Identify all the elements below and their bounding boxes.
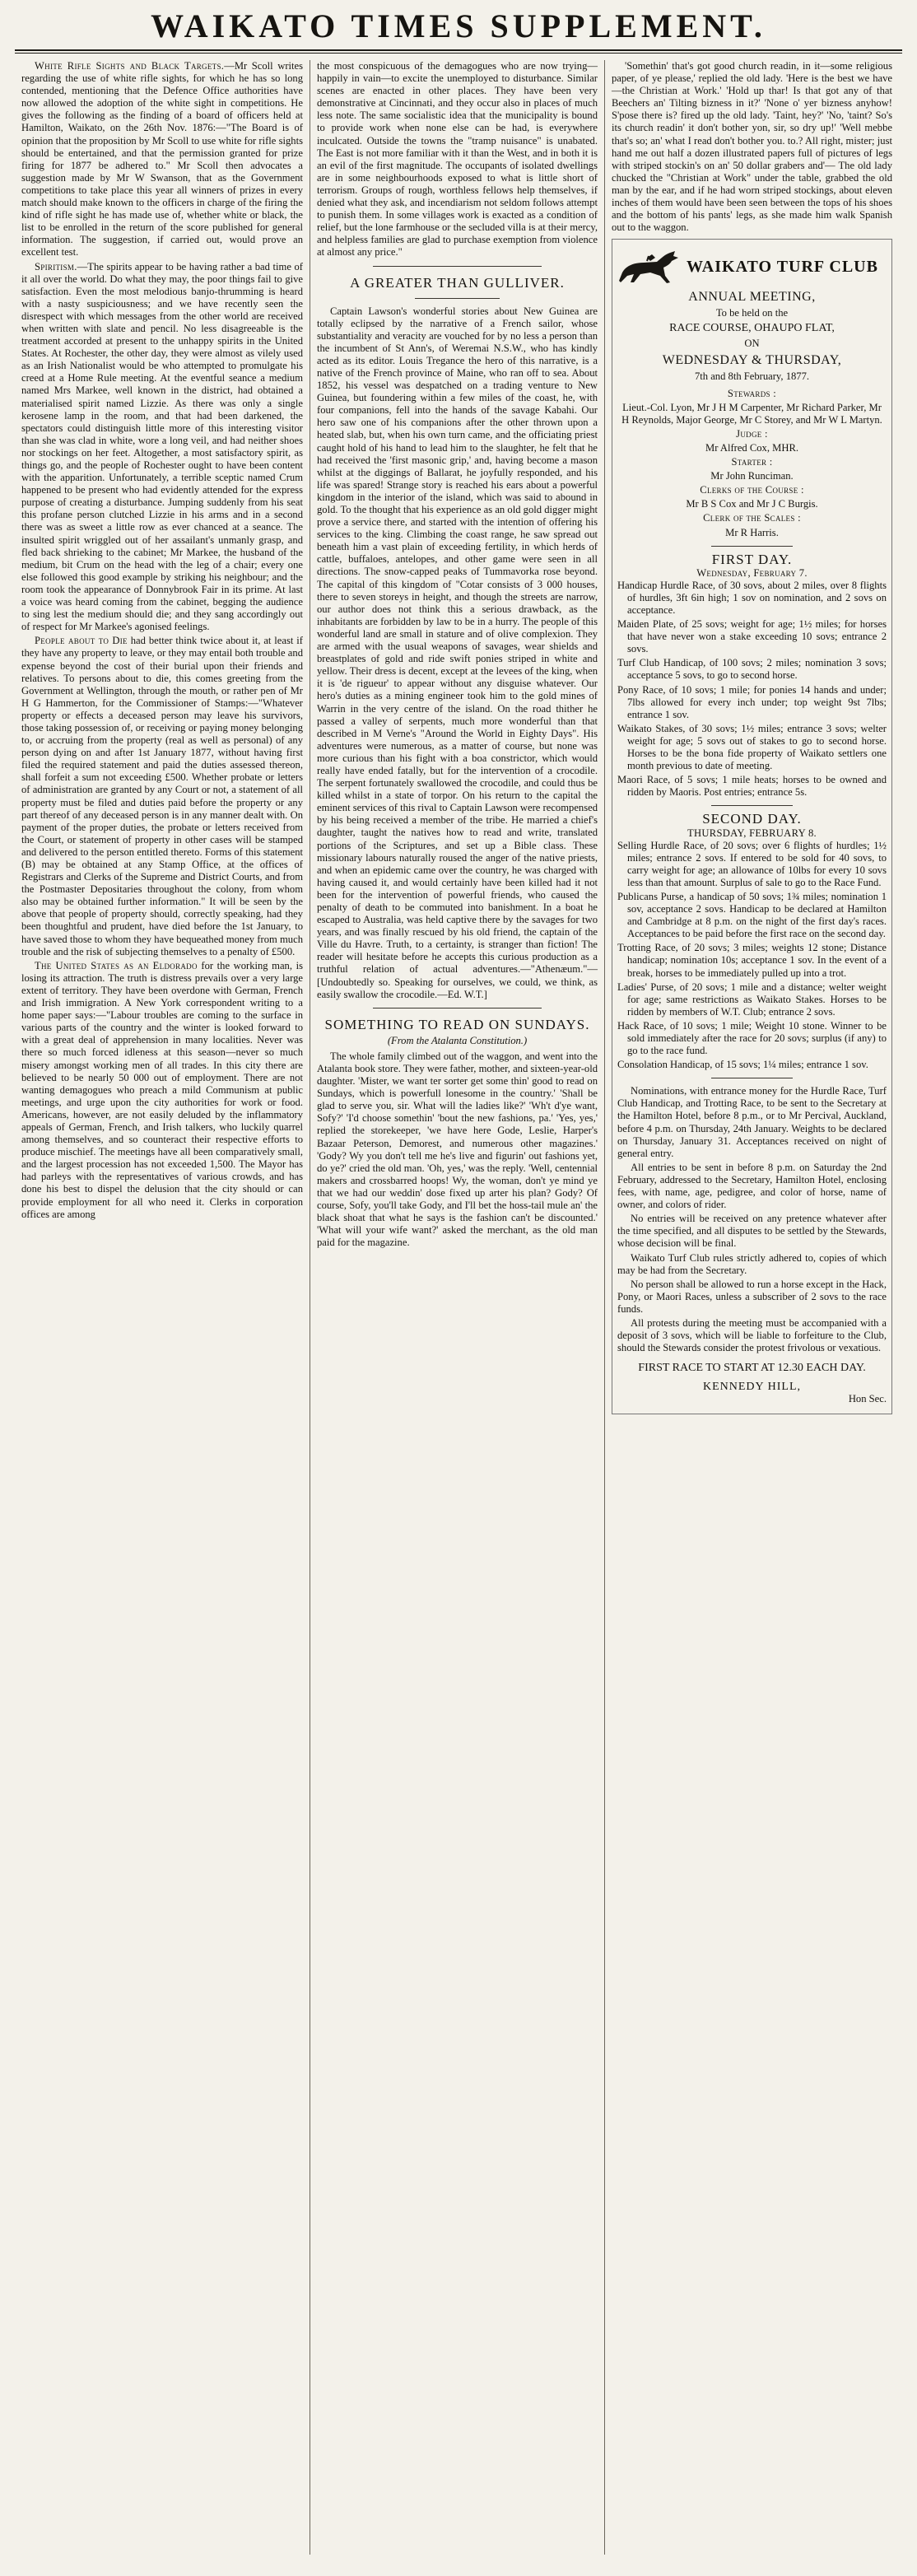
rule-paragraph: Nominations, with entrance money for the Hurdle Race, Turf Club Handicap, and Trotting Race, to be sent to the Secretary at the Hamilton Hotel, before 8 p.m., or to Mr Percival, Auckland, before 4 p.m. on Thursday, 24th January. Weights to be declared on Thursday, January 31. Acceptances received on night of general entry. <box>617 1085 887 1159</box>
first-day-date: Wednesday, February 7. <box>696 566 808 579</box>
article-spiritism <box>21 261 303 634</box>
rule-paragraph: All protests during the meeting must be accompanied with a deposit of 3 sovs, which will be liable to forfeiture to the Club, should the Stewards consider the protest frivolous or vexatious. <box>617 1316 887 1354</box>
starter-label: Starter : <box>731 456 773 468</box>
column-1 <box>15 60 310 2555</box>
signature-block <box>617 1381 887 1405</box>
masthead-rule-thin <box>15 53 902 54</box>
secretary-name: KENNEDY HILL, <box>702 1381 801 1394</box>
meeting-days: WEDNESDAY & THURSDAY, <box>662 352 842 367</box>
second-day-events <box>617 840 887 1072</box>
stewards: Lieut.-Col. Lyon, Mr J H M Carpenter, Mr Richard Parker, Mr H Reynolds, Major George, Mr C Storey, and Mr W L Martyn. <box>621 401 882 426</box>
race-event: Turf Club Handicap, of 100 sovs; 2 miles; nomination 3 sovs; acceptance 5 sovs, to go to second horse. <box>617 657 887 682</box>
heading-rule <box>415 298 499 299</box>
race-event: Publicans Purse, a handicap of 50 sovs; 1¾ miles; nomination 1 sov, acceptance 2 sovs. Handicap to be declared at Hamilton and Cambridge at 8 p.m. on the night of the first day's races. Acceptances to be paid before the first race on the second day. <box>617 890 887 940</box>
heading-gulliver: A GREATER THAN GULLIVER. <box>350 274 565 291</box>
article-sundays: The whole family climbed out of the waggon, and went into the Atalanta book store. They were father, mother, and sixteen-year-old daughter. 'Mister, we want ter sorter get some thin' good to read on Sundays, which is powerfull lonesome in the country.' 'Shall be glad to serve you, sir. What will the ladies like?' 'Wh't d'ye want, Sofy?' 'I'd choose somethin' 'bout the new fashions, pa.' 'Yes, yes,' replied the storekeeper, 'we have here Gode, Leslie, Harper's Bazaar Peterson, Demorest, and numerous other magazines.' 'Gody? Wy you don't tell me he's live and figurin' out fashions yet, do ye?' cried the old man. 'Oh, yes,' was the reply. 'Well, centennial makers and crossbarred hoops! Wy, the woman, don't ye mind ye that we had our weddin' dose fixed up arter his plan? Gody? Of course, Sofy, you'll take Gody, and I'll bet the hoss-tail mule an' the black shoat that what he says is the fashion can't be discounted.' 'What will your wife want?' asked the merchant, as the old man paid for the magazine. <box>317 1050 598 1249</box>
on-line: ON <box>744 338 760 350</box>
turf-club-name: WAIKATO TURF CLUB <box>687 258 878 277</box>
section-rule <box>711 546 792 547</box>
second-day-heading: SECOND DAY. <box>702 811 802 827</box>
article-white-rifle-sights <box>21 60 303 259</box>
article-separator <box>373 1008 542 1009</box>
article-source: (From the Atalanta Constitution.) <box>387 1034 528 1046</box>
held-line: To be held on the <box>715 307 789 319</box>
article-title: Spiritism. <box>35 260 77 273</box>
clerks-label: Clerks of the Course : <box>700 484 804 496</box>
rule-paragraph: No person shall be allowed to run a horse except in the Hack, Pony, or Maori Races, unless a subscriber of 2 sovs to the race funds. <box>617 1278 887 1315</box>
race-event: Waikato Stakes, of 30 sovs; 1½ miles; entrance 3 sovs; welter weight for age; 5 sovs out of stakes to go to second horse. Horses to be the bona fide property of Waikato settlers one month previous to date of meeting. <box>617 722 887 772</box>
article-body: —Mr Scoll writes regarding the use of white rifle sights, for which he has so long contended, mentioning that the Defence Office authorities have now allowed the adoption of the white sight in competitions. He gives the following as the finding of a board of officers held at Hamilton, Waikato, on the 26th Nov. 1876:—"The Board is of opinion that the proposition by Mr Scoll to use white for rifle sights should be entertained, and that the permission granted for prize firing for 1877 be adhered to." Mr Scoll then advocates a suggestion made by Mr W Swanson, that as the Government competitions to take place this year all winners of prizes in every match should make known to the officers in charge of the firing the kind of rifle sight he has made use of, whether white or black, the list to be enrolled in the return of the score published for general information. The suggestion, if carried out, would prove an excellent test. <box>21 60 303 259</box>
secretary-title: Hon Sec. <box>848 1393 887 1405</box>
race-event: Handicap Hurdle Race, of 30 sovs, about 2 miles, over 8 flights of hurdles, 3ft 6in high; 1 sov on nomination, and 2 sovs on acceptance. <box>617 579 887 616</box>
article-body: —The spirits appear to be having rather a bad time of it all over the world. Do what they may, the poor things fail to give satisfaction. Even the most melodious banjo-thrumming is heard with a nasty suspiciousness; and we have recently seen the disrespect with which messages from the other world are received when written with slate and pencil. No less disagreeable is the treatment accorded at present to the unhappy spirits in the United States. At Rochester, the other day, they were almost as vilely used as an Irish Nationalist would be who attempted to promulgate his creed at a Home Rule meeting. At the eventful seance a medium named Mrs Markee, well known in the district, had obtained a materialised spirit named Lizzie. As there was only a single kerosene lamp in the room, and that had been darkened, the spectators could distinguish little more of this interesting visitor than she was clad in white, wore a long veil, and had neither shoes nor stockings on her feet. Altogether, a most satisfactory spirit, as things go, and the people of Rochester ought to have been content with the apparition. Unfortunately, a terrible sceptic named Crum happened to be present who had evidently attended for the express purpose of creating a disturbance. Jumping suddenly from his seat this profane person clutched Lizzie in his arms and in a second there was as sweet a little row as ever chanced at a seance. The insulted spirit wriggled out of her assailant's unmanly grasp, and fled back shrieking to the cabinet; Mr Markee, the husband of the medium, bit Crum on the head with the leg of a chair; every one else followed this good example by striking his neighbour; and the room took the appearance of Donnybrook Fair in its prime. At last a voice was heard coming from the cabinet, begging the audience to sing lest the medium should die; and they sang accordingly out of respect for Mr Markee's agonised feelings. <box>21 260 303 633</box>
race-event: Maori Race, of 5 sovs; 1 mile heats; horses to be owned and ridden by Maoris. Post entries; entrance 5s. <box>617 774 887 799</box>
article-title: People about to Die <box>35 635 128 647</box>
first-day-events <box>617 580 887 799</box>
stewards-label: Stewards : <box>727 387 777 399</box>
heading-sundays: SOMETHING TO READ ON SUNDAYS. <box>324 1016 590 1032</box>
rule-paragraph: Waikato Turf Club rules strictly adhered to, copies of which may be had from the Secretary. <box>617 1251 887 1276</box>
column-2 <box>310 60 604 2555</box>
article-title: The United States as an Eldorado <box>35 959 198 971</box>
turf-club-advertisement <box>612 239 892 1414</box>
article-united-states <box>21 960 303 1221</box>
clerks: Mr B S Cox and Mr J C Burgis. <box>686 498 818 510</box>
judge: Mr Alfred Cox, MHR. <box>705 441 798 454</box>
meeting-dates: 7th and 8th February, 1877. <box>694 370 810 382</box>
masthead-rule <box>15 49 902 51</box>
article-united-states-continued: the most conspicuous of the demagogues who are now trying—happily in vain—to excite the unemployed to disturbance. Similar scenes are enacted in other places. They have been very demonstrative at Cincinnati, and they occur also in places of much less note. The same socialistic idea that the municipality is bound to provide work when none else can be had, is everywhere inculcated. Outside the towns the "tramp nuisance" is unabated. The East is not more familiar with it than the West, and in both it is an evil of the first magnitude. The occupants of isolated dwellings are in some neighbourhoods exposed to what is little short of terrorism. Groups of rough, worthless fellows help themselves, if denied what they ask, and incendiarism not seldom follows attempt to punish them. In some villages work is exacted as a condition of relief, but the lone farmhouse or the secluded villa is at their mercy, and helpless families are glad to purchase exemption from violence at almost any price." <box>317 60 598 259</box>
starter: Mr John Runciman. <box>710 470 794 482</box>
annual-meeting: ANNUAL MEETING, <box>688 290 816 305</box>
column-3 <box>604 60 899 2555</box>
race-event: Selling Hurdle Race, of 20 sovs; over 6 flights of hurdles; 1½ miles; entrance 2 sovs. If entered to be sold for 40 sovs, to carry weight for age; an allowance of 10lbs for every 10 sovs less than that amount. Surplus of sale to go to the Race Fund. <box>617 839 887 888</box>
race-event: Trotting Race, of 20 sovs; 3 miles; weights 12 stone; Distance handicap; nomination 10s; acceptance 1 sov. In the event of a break, horses to be immediately pulled up into a trot. <box>617 942 887 979</box>
race-event: Pony Race, of 10 sovs; 1 mile; for ponies 14 hands and under; 7lbs allowed for every inch under; top weight 9st 7lbs; entrance 1 sov. <box>617 683 887 720</box>
article-body: for the working man, is losing its attraction. The truth is distress prevails over a very large extent of territory. They have been overdone with German, French and Irish immigration. A New York correspondent writing to a home paper says:—"Labour troubles are coming to the surface in various parts of the country and the winter is looked forward to with a great deal of apprehension in many localities. Never was there so much forced idleness at this season—never so much misery amongst working men of all trades. In this city there are believed to be nearly 50 000 out of employment. There are not wanting demagogues who preach a mild Communism at public meetings, and urge upon the city authorities for work or food. Americans, however, are not easily deluded by the inflammatory appeals of German, French, and Irish talkers, who luckily quarrel among themselves, and so counteract their respective efforts to produce mischief. The meetings have all been comparatively small, and the largest procession has not exceeded 1,500. The Mayor has had parleys with the representatives of various crowds, and has done his best to dispel the delusion that the city should or can provide employment for all who need it. Clerks in corporation offices are among <box>21 959 303 1220</box>
racehorse-icon <box>617 248 682 286</box>
columns <box>15 60 902 2555</box>
article-gulliver: Captain Lawson's wonderful stories about New Guinea are totally eclipsed by the narrative of a French sailor, whose substantiality and veracity are vouched for by no less a person than the incumbent of St Ann's, of Weremai N.S.W., who has kindly acted as its editor. Louis Tregance the hero of this narrative, is a native of the French province of Maine, who ran off to sea. About 1852, his vessel was despatched on a trading venture to New Guinea, but foundering within a few miles of the coast, he, with four companions, fell into the hands of the savage Kabahi. Our hero saw one of his companions after the other thrown upon a heated slab, but, when his own turn came, and the officiating priest caught hold of his hand to lead him to the slaughter, he felt that he had received the 'first masonic grip,' and, having become a mason whilst at the diggings of Ballarat, he joyfully responded, and his life was spared! Strange story is reached his ears about a powerful kingdom in the interior of the island, which was said to abound in gold. To the thought that his experience as an old gold digger might prove a service there, and started with the intention of offering his services to the king. Climbing the coast range, he saw spread out beneath him a vast plain of exceeding fertility, in which herds of cattle, buffaloes, antelopes, and other game were seen in all directions. The snow-capped peaks of Tummavorka rose beyond. The capital of this kingdom of "Cotar consists of 3 000 houses, there to seven storeys in height, and though the streets are narrow, our author does not think this a serious drawback, as the inhabitants are forbidden by law to be in a hurry. The people of this wonderful land are small in stature and of olive complexion. They are armed with the usual weapons of savages, wear shields and breastplates of gold and ride swift ponies striped in white and yellow. Their dress is decent, except at the levees of the king, when it is 'de rigueur' to appear without any disguise whatever. Our hero's duties as a mining engineer took him to the gold mines of Warrin in the very centre of the island. On the road thither he passed a valley of serpents, much more wonderful than that described in M Verne's "Around the World in Eighty Days". His adventures were numerous, as a matter of course, but none was more curious than his fight with a boa constrictor, which would really have ended fatally, but for the intervention of a crocodile. The serpent fortunately swallowed the crocodile, and could thus be killed whilst in a state of torpor. On his return to the capital the eminent services of this rival to Captain Lawson were recompensed by his being received a member of the tribe. He married a chief's daughter, taught the natives how to read and write, translated portions of the Scriptures, and set up a Bible class. These missionary labours naturally roused the anger of the native priests, and when an epidemic came over the country, he was charged with having caused it, and would certainly have been killed had it not been for the intervention of powerful friends, who caused the penalty of death to be commuted into banishment. In a boat he escaped to Australia, was held captive there by the savages for two years, and was finally rescued by his old friend, the captain of the Ville du Havre. Truth, to a certainty, is stranger than fiction! The reader will hesitate before he accepts this curious production as a truthful relation of actual adventures.—"Athenæum."—[Undoubtedly so. Speaking for ourselves, we could, we think, as easily swallow the crocodile.—Ed. W.T.] <box>317 305 598 1000</box>
race-event: Maiden Plate, of 25 sovs; weight for age; 1½ miles; for horses that have never won a stake exceeding 10 sovs; entrance 2 sovs. <box>617 618 887 655</box>
rule-paragraph: No entries will be received on any pretence whatever after the time specified, and all disputes to be settled by the Stewards, whose decision will be final. <box>617 1213 887 1250</box>
race-event: Hack Race, of 10 sovs; 1 mile; Weight 10 stone. Winner to be sold immediately after the race for 20 sovs; surplus (if any) to go to the race fund. <box>617 1019 887 1057</box>
race-rules <box>617 1085 887 1354</box>
judge-label: Judge : <box>736 427 768 440</box>
article-separator <box>373 266 542 267</box>
turf-header <box>617 248 887 286</box>
masthead-title: WAIKATO TIMES SUPPLEMENT. <box>151 7 766 44</box>
article-sundays-continued: 'Somethin' that's got good church readin, in it—some religious paper, of ye please,' replied the old lady. 'Here is the best we have—the Christian at Work.' 'Hold up thar! Is that got any of that Beechers an' Tilting bizness in it?' 'None o' yer bizness anyhow! S'pose there is? fired up the old lady. 'Taint, hey?' 'No, 'taint? So's its church readin' it don't bother yon, sir, so dry up!' 'Well mebbe that's so; an' what I read don't bother you. to.? All right, mister; just hand me out half a dozen illustrated papers full of pictures of legs with striped stockin's on an' 50 dollar grabers and'— The old lady chucked the "Christian at Work" under the table, grabbed the old man by the ear, and if he had worn striped stockings, about eleven inches of them would have been seen between the tops of his shoes and the bottom of his pants' legs, as she made him walk Spanish out to the waggon. <box>612 60 892 234</box>
scales-label: Clerk of the Scales : <box>703 512 801 524</box>
race-event: Ladies' Purse, of 20 sovs; 1 mile and a distance; welter weight for age; same restrictions as Waikato Stakes. Horses to be ridden by members of W.T. Club; entrance 2 sovs. <box>617 981 887 1018</box>
scales: Mr R Harris. <box>725 526 779 538</box>
second-day-date: THURSDAY, FEBRUARY 8. <box>687 827 817 839</box>
first-day-heading: FIRST DAY. <box>711 551 793 567</box>
venue: RACE COURSE, OHAUPO FLAT, <box>669 322 835 335</box>
article-body: had better think twice about it, at least if they have any property to leave, or they may entail both trouble and expense beyond the cost of their burial upon their friends and relatives. To persons about to die, this comes greeting from the Government at Wellington, through the mouth, or rather pen of Mr H G Hammerton, for the Commissioner of Stamps:—"Whatever property or effects a deceased person may leave his survivors, those taking possession of, or receiving or paying money belonging to, or accruing from the property (real as well as personal) of any person dying on and after 1st January 1877, without having first filed the required statement and paid the duties assessed thereon, shall forfeit a sum not exceeding £500. Whether probate or letters of administration are granted by any Court or not, a statement of all property must be filed and duties paid before the property or any part thereof of any deceased person is in any manner dealt with. On payment of the proper duties, the probate or letters received from the Court, or statement of property in other cases will be stamped and delivered to the person entitled thereto. Forms of this statement (B) may be obtained at any Stamp Office, at the offices of Registrars and Clerks of the Supreme and District Courts, and from the Postmaster Depositaries throughout the colony, from whom also may be obtained further information." It will be seen by the above that people of property should, correctly speaking, had they been thoughtful and prudent, have died before the 1st January, to have saved those to whom they have bequeathed money from much trouble and the risk of subjecting themselves to a penalty of £500. <box>21 635 303 957</box>
section-rule <box>711 805 792 806</box>
first-race-start: FIRST RACE TO START AT 12.30 EACH DAY. <box>638 1362 866 1375</box>
article-title: White Rifle Sights and Black Targets. <box>35 60 225 72</box>
article-people-about-to-die <box>21 635 303 957</box>
race-event: Consolation Handicap, of 15 sovs; 1¼ miles; entrance 1 sov. <box>617 1059 868 1071</box>
rule-paragraph: All entries to be sent in before 8 p.m. on Saturday the 2nd February, addressed to the Secretary, Hamilton Hotel, enclosing fees, with name, age, pedigree, and color of horse, name of owner, and colors of rider. <box>617 1161 887 1211</box>
